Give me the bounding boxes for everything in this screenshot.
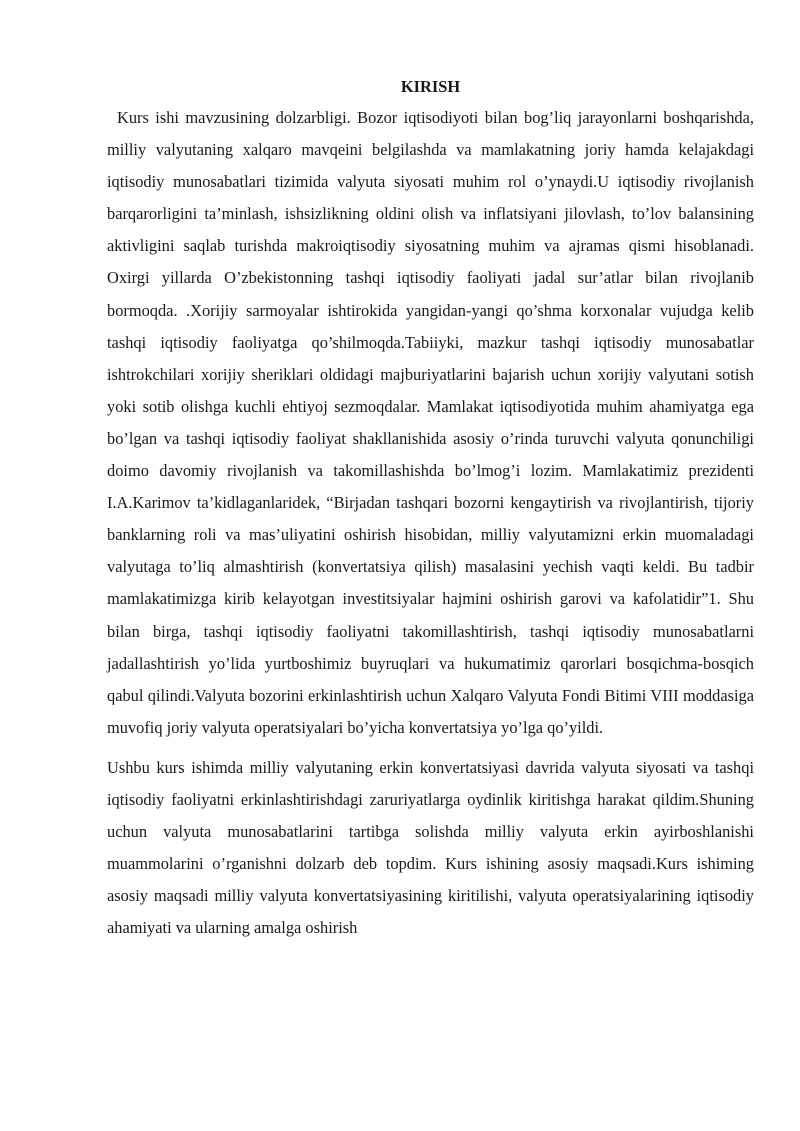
paragraph-relevance: Kurs ishi mavzusining dolzarbligi. Bozor iqtisodiyoti bilan bog’liq jarayonlarni boshqarishda, milliy valyutaning xalqaro mavqeini belgilashda va mamlakatning joriy hamda kelajakdagi iqtisodiy munosabatlari tizimida valyuta siyosati muhim rol o’ynaydi.U iqtisodiy rivojlanish barqarorligini ta’minlash, ishsizlikning oldini olish va inflatsiyani jilovlash, to’lov balansining aktivligini saqlab turishda makroiqtisodiy siyosatning muhim va ajramas qismi hisoblanadi. Oxirgi yillarda O’zbekistonning tashqi iqtisodiy faoliyati jadal sur’atlar bilan rivojlanib bormoqda. .Xorijiy sarmoyalar ishtirokida yangidan-yangi qo’shma korxonalar vujudga kelib tashqi iqtisodiy faoliyatga qo’shilmoqda.Tabiiyki, mazkur tashqi iqtisodiy munosabatlar ishtrokchilari xorijiy sheriklari oldidagi majburiyatlarini bajarish uchun xorijiy valyutani sotish yoki sotib olishga kuchli ehtiyoj sezmoqdalar. Mamlakat iqtisodiyotida muhim ahamiyatga ega bo’lgan va tashqi iqtisodiy faoliyat shakllanishida asosiy o’rinda turuvchi valyuta qonunchiligi doimo davomiy rivojlanish va takomillashishda bo’lmog’i lozim. Mamlakatimiz prezidenti I.A.Karimov ta’kidlaganlaridek, “Birjadan tashqari bozorni kengaytirish va rivojlantirish, tijoriy banklarning roli va mas’uliyatini oshirish hisobidan, milliy valyutamizni erkin muomaladagi valyutaga to’liq almashtirish (konvertatsiya qilish) masalasini yechish vaqti keldi. Bu tadbir mamlakatimizga kirib kelayotgan investitsiyalar hajmini oshirish garovi va kafolatidir”1. Shu bilan birga, tashqi iqtisodiy faoliyatni takomillashtirish, tashqi iqtisodiy munosabatlarni jadallashtirish yo’lida yurtboshimiz buyruqlari va hukumatimiz qarorlari bosqichma-bosqich qabul qilindi.Valyuta bozorini erkinlashtirish uchun Xalqaro Valyuta Fondi Bitimi VIII moddasiga muvofiq joriy valyuta operatsiyalari bo’yicha konvertatsiya yo’lga qo’yildi. bbox=[107, 108, 754, 737]
paragraph-purpose: Ushbu kurs ishimda milliy valyutaning erkin konvertatsiyasi davrida valyuta siyosati va tashqi iqtisodiy faoliyatni erkinlashtirishdagi zaruriyatlarga oydinlik kiritishga harakat qildim.Shuning uchun valyuta munosabatlarini tartibga solishda milliy valyuta erkin ayirboshlanishi muammolarini o’rganishni dolzarb deb topdim. Kurs ishining asosiy maqsadi.Kurs ishiming asosiy maqsadi milliy valyuta konvertatsiyasining kiritilishi, valyuta operatsiyalarining iqtisodiy ahamiyati va ularning amalga oshirish bbox=[107, 757, 754, 938]
page-title: KIRISH bbox=[400, 77, 461, 96]
document-page bbox=[107, 74, 754, 944]
